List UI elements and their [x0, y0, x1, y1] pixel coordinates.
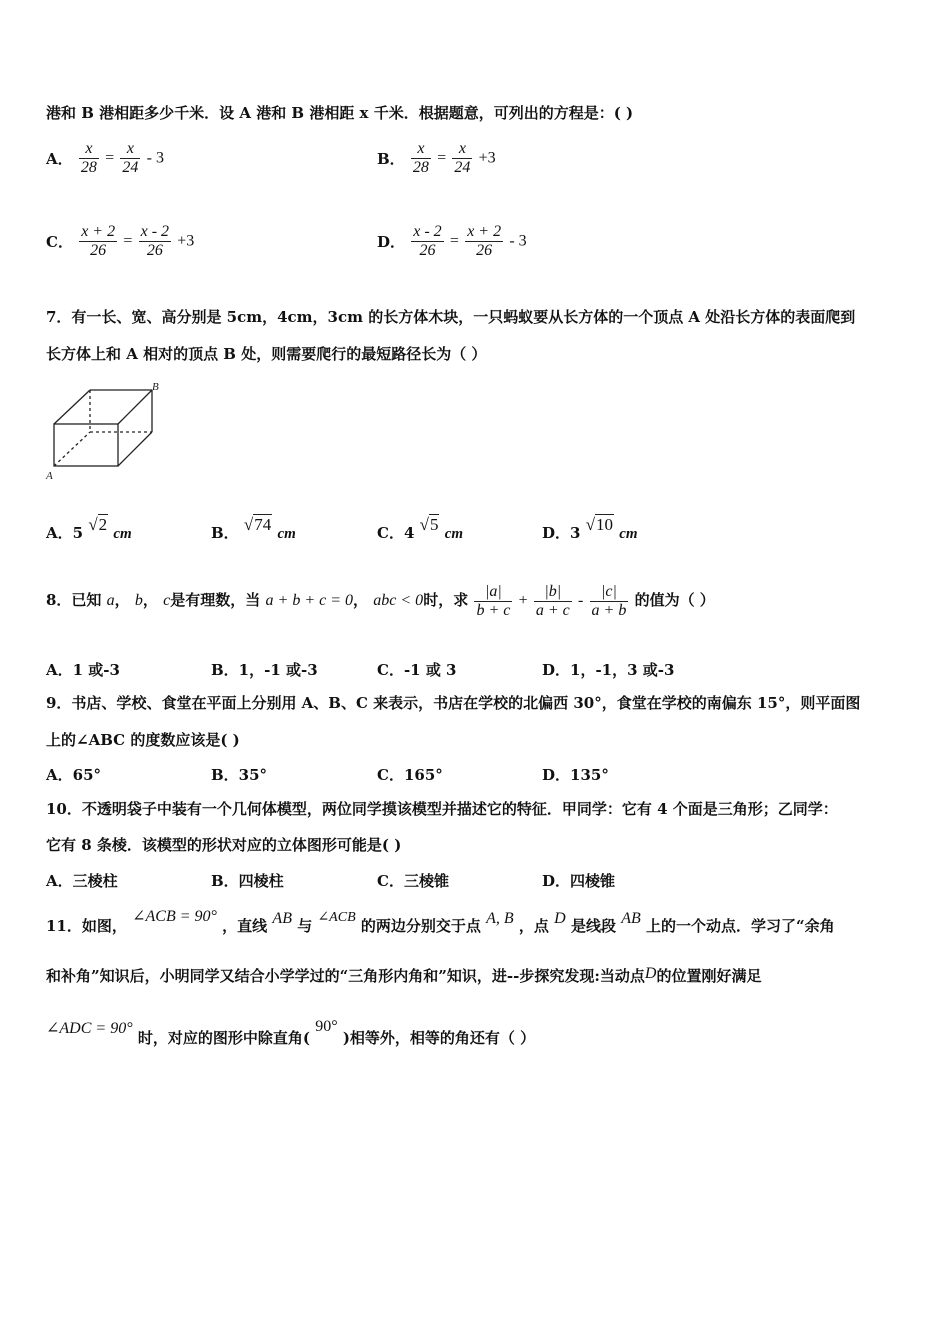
fraction-c: $\frac{|c|}{a + b}$: [591, 582, 627, 619]
sqrt-expression: √10: [585, 515, 614, 534]
q10-stem-line2: 它有 8 条棱．该模型的形状对应的立体图形可能是( ): [46, 836, 402, 854]
q6-stem: 港和 B 港相距多少千米．设 A 港和 B 港相距 x 千米．根据题意，可列出的方程是：( ): [46, 104, 634, 122]
q7-option-d[interactable]: D．3 √10 cm: [542, 515, 638, 542]
cuboid-top-left-edge: [54, 390, 90, 424]
vertex-b-label: B: [152, 381, 159, 393]
fraction-b: $\frac{|b|}{a + c}$: [535, 582, 570, 619]
q11-stem-line2: 和补角”知识后，小明同学又结合小学学过的“三角形内角和”知识，进--步探究发现:当动点D的位置刚好满足: [46, 965, 762, 985]
q9-option-c[interactable]: C．165°: [377, 766, 443, 784]
q7-stem-line2: 长方体上和 A 相对的顶点 B 处，则需要爬行的最短路径长为（ ）: [46, 345, 487, 363]
q6-option-c[interactable]: C． $\frac{x + 2}{26}$ = $\frac{x - 2}{26}$ +3: [46, 223, 195, 259]
q10-option-c[interactable]: C．三棱锥: [377, 872, 449, 890]
q7-option-a[interactable]: A．5 √2 cm: [46, 515, 132, 542]
cuboid-front-face: [54, 424, 118, 466]
fraction: $\frac{x}{24}$: [454, 140, 471, 176]
cuboid-top-right-edge: [118, 390, 152, 424]
vertex-a-label: A: [46, 470, 53, 482]
q9-stem-line2: 上的∠ABC 的度数应该是( ): [46, 731, 240, 749]
fraction-a: $\frac{|a|}{b + c}$: [476, 582, 511, 619]
cuboid-bottom-right-edge: [118, 432, 152, 466]
fraction: $\frac{x}{28}$: [412, 140, 429, 176]
q10-option-a[interactable]: A．三棱柱: [46, 872, 118, 890]
q10-stem-line1: 10．不透明袋子中装有一个几何体模型，两位同学摸该模型并描述它的特征．甲同学：它有 4 个面是三角形；乙同学：: [46, 800, 838, 818]
condition-product: abc < 0: [373, 592, 424, 609]
condition-sum: a + b + c = 0: [265, 592, 354, 609]
q8-option-c[interactable]: C．-1 或 3: [377, 661, 457, 679]
fraction: $\frac{x + 2}{26}$: [81, 223, 116, 259]
q7-option-b[interactable]: B． √74 cm: [211, 515, 296, 542]
q8-option-b[interactable]: B．1，-1 或-3: [211, 661, 318, 679]
fraction: $\frac{x}{28}$: [80, 140, 97, 176]
q7-option-c[interactable]: C．4 √5 cm: [377, 515, 464, 542]
q8-option-a[interactable]: A．1 或-3: [46, 661, 120, 679]
q8-stem: 8．已知 a， b， c是有理数，当 a + b + c = 0， abc < 0时，求 $\frac{|a|}{b + c}$ + $\frac{|b|}{a + c}$ - $\frac{|c|}{a + b}$ 的值为（ ）: [46, 582, 715, 619]
q7-stem-line1: 7．有一长、宽、高分别是 5cm，4cm，3cm 的长方体木块，一只蚂蚁要从长方体的一个顶点 A 处沿长方体的表面爬到: [46, 308, 856, 326]
sqrt-expression: √5: [419, 515, 439, 534]
fraction: $\frac{x + 2}{26}$: [467, 223, 502, 259]
q6-option-b[interactable]: B． $\frac{x}{28}$ = $\frac{x}{24}$ +3: [377, 140, 496, 176]
sqrt-expression: √2: [88, 515, 108, 534]
cuboid-hidden-left-edge: [54, 432, 90, 466]
fraction: $\frac{x - 2}{26}$: [413, 223, 442, 259]
q9-stem-line1: 9．书店、学校、食堂在平面上分别用 A、B、C 来表示，书店在学校的北偏西 30°，食堂在学校的南偏东 15°，则平面图: [46, 694, 861, 712]
q10-option-b[interactable]: B．四棱柱: [211, 872, 284, 890]
q11-stem-line1: 11．如图， ∠ACB = 90° ，直线 AB 与 ∠ACB 的两边分别交于点 A, B ，点 D 是线段 AB 上的一个动点．学习了“余角: [46, 908, 835, 935]
q11-stem-line3: ∠ADC = 90° 时，对应的图形中除直角( 90° )相等外，相等的角还有（ ）: [46, 1018, 536, 1047]
q8-option-d[interactable]: D．1，-1，3 或-3: [542, 661, 675, 679]
q9-option-a[interactable]: A．65°: [46, 766, 102, 784]
q6-option-d[interactable]: D． $\frac{x - 2}{26}$ = $\frac{x + 2}{26}$ - 3: [377, 223, 527, 259]
cuboid-figure: [40, 378, 170, 486]
q6-option-a[interactable]: A． $\frac{x}{28}$ = $\frac{x}{24}$ - 3: [46, 140, 164, 176]
q9-option-b[interactable]: B．35°: [211, 766, 268, 784]
fraction: $\frac{x}{24}$: [122, 140, 139, 176]
fraction: $\frac{x - 2}{26}$: [140, 223, 170, 259]
q9-option-d[interactable]: D．135°: [542, 766, 609, 784]
sqrt-expression: √74: [243, 515, 272, 534]
q10-option-d[interactable]: D．四棱锥: [542, 872, 616, 890]
